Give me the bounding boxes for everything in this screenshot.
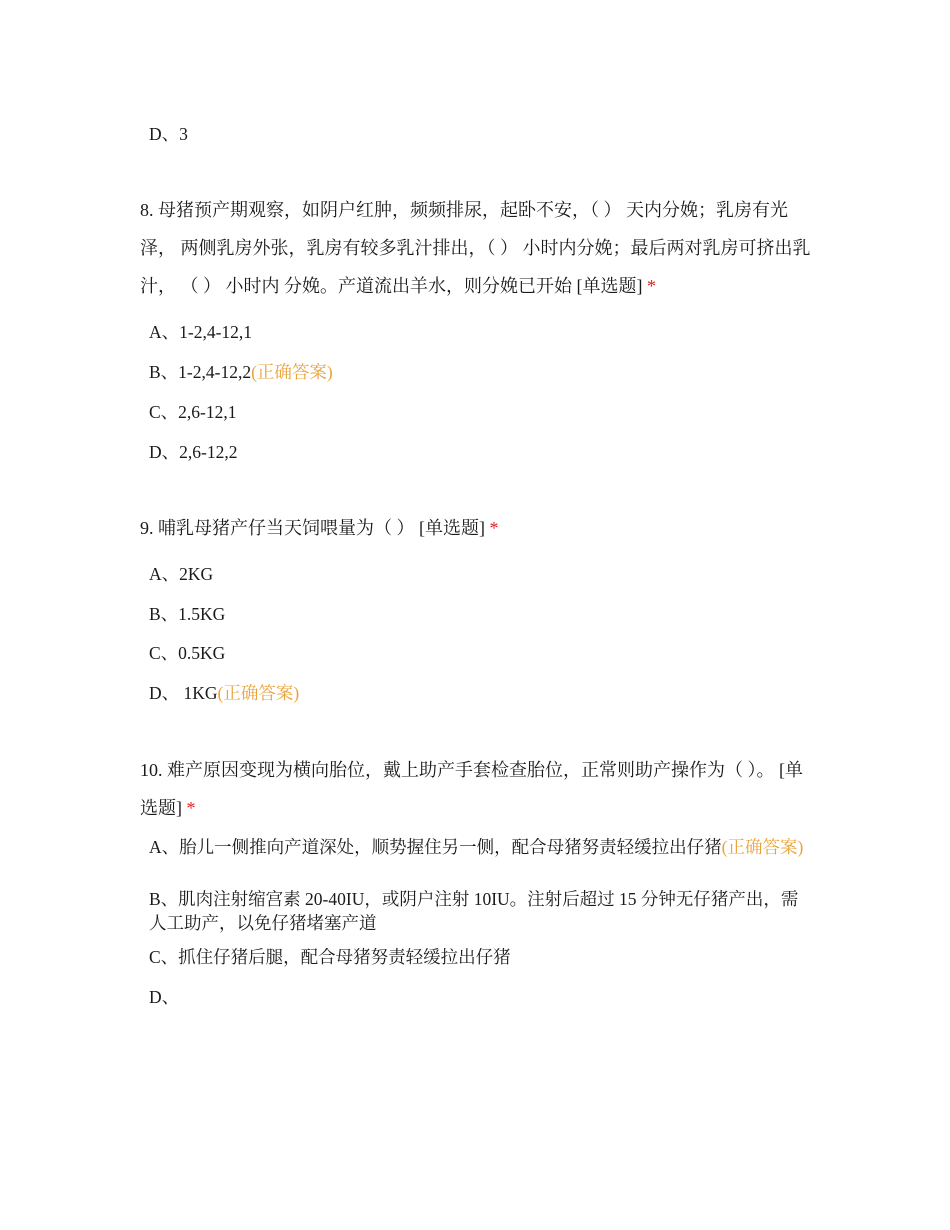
question-text: 9. 哺乳母猪产仔当天饲喂量为（ ） [单选题] [140, 518, 485, 538]
question-8-option-c[interactable] [149, 400, 809, 424]
correct-answer-tag: (正确答案) [251, 362, 333, 382]
question-8-option-a[interactable] [149, 320, 809, 344]
question-text: 10. 难产原因变现为横向胎位，戴上助产手套检查胎位，正常则助产操作为（ ）。 [单选题] [140, 760, 803, 818]
option-text: D、 [149, 987, 180, 1007]
option-text: D、3 [149, 124, 188, 144]
question-9-option-d[interactable] [149, 681, 809, 705]
correct-answer-tag: (正确答案) [217, 683, 300, 703]
option-text: B、1.5KG [149, 604, 226, 624]
option-text: C、0.5KG [149, 643, 226, 663]
question-9-title [140, 509, 812, 547]
prev-option-d[interactable] [149, 122, 809, 146]
option-text: A、2KG [149, 564, 214, 584]
option-text: A、胎儿一侧推向产道深处，顺势握住另一侧，配合母猪努责轻缓拉出仔猪 [149, 837, 722, 857]
required-mark: * [186, 798, 196, 818]
option-text: B、1-2,4-12,2 [149, 362, 252, 382]
option-text: C、2,6-12,1 [149, 402, 237, 422]
question-text: 8. 母猪预产期观察，如阴户红肿，频频排尿，起卧不安，（ ） 天内分娩；乳房有光泽， 两侧乳房外张，乳房有较多乳汁排出，（ ） 小时内分娩；最后两对乳房可挤出乳汁， （ ） 小时内 分娩。产道流出羊水，则分娩已开始 [单选题] [140, 200, 811, 296]
question-10-option-c[interactable] [149, 945, 809, 969]
question-10-option-b[interactable] [149, 887, 809, 935]
option-text: D、2,6-12,2 [149, 442, 238, 462]
question-8-title [140, 191, 812, 305]
correct-answer-tag: (正确答案) [721, 837, 804, 857]
question-10-option-a[interactable] [149, 835, 809, 859]
question-9-option-c[interactable] [149, 641, 809, 665]
question-9-option-a[interactable] [149, 562, 809, 586]
option-text: A、1-2,4-12,1 [149, 322, 253, 342]
required-mark: * [647, 276, 656, 296]
question-8-option-d[interactable] [149, 440, 809, 464]
option-text: C、抓住仔猪后腿，配合母猪努责轻缓拉出仔猪 [149, 947, 511, 967]
question-8-option-b[interactable] [149, 360, 809, 384]
question-10-option-d[interactable] [149, 985, 809, 1009]
required-mark: * [489, 518, 499, 538]
question-9-option-b[interactable] [149, 602, 809, 626]
option-text: B、肌肉注射缩宫素 20-40IU，或阴户注射 10IU。注射后超过 15 分钟无仔猪产出，需人工助产，以免仔猪堵塞产道 [149, 889, 799, 933]
option-text: D、 1KG [149, 683, 218, 703]
question-10-title [140, 751, 812, 827]
